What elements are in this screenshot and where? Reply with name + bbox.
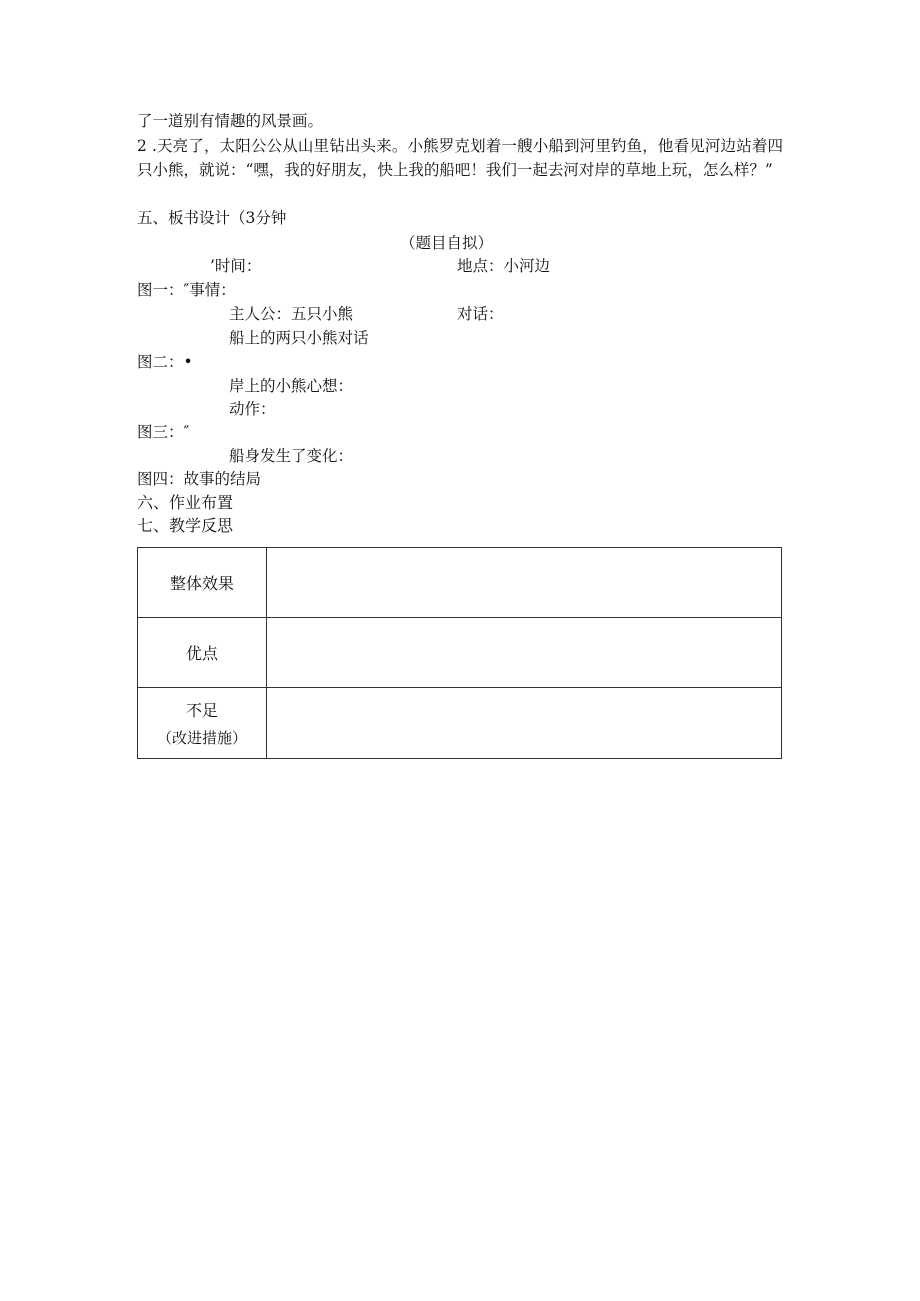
- table-cell-strengths-label: 优点: [138, 618, 267, 688]
- board-figure-1: 图一：″事情：: [137, 281, 236, 299]
- paragraph-2: 2 .天亮了，太阳公公从山里钻出头来。小熊罗克划着一艘小船到河里钓鱼，他看见河边站着四只小熊，就说：“嘿，我的好朋友，快上我的船吧！我们一起去河对岸的草地上玩，怎么样？”: [137, 137, 783, 179]
- board-shore-think: 岸上的小熊心想：: [229, 377, 354, 395]
- board-figure-4: 图四：故事的结局: [137, 470, 262, 488]
- section-5-heading: 五、板书设计（3分钟: [137, 209, 287, 227]
- table-cell-overall-value: [267, 548, 782, 618]
- reflection-table: [137, 547, 782, 759]
- board-place: 地点：小河边: [457, 257, 551, 275]
- table-row: [138, 548, 782, 618]
- board-figure-3: 图三：″: [137, 423, 190, 441]
- board-dialog: 对话：: [457, 305, 504, 323]
- board-title: （题目自拟）: [400, 234, 494, 252]
- table-row: [138, 618, 782, 688]
- shortcomings-label: 不足: [185, 701, 218, 720]
- board-boat-talk: 船上的两只小熊对话: [229, 329, 369, 347]
- board-figure-2: 图二：•: [137, 353, 193, 371]
- section-6-heading: 六、作业布置: [137, 493, 234, 512]
- table-cell-strengths-value: [267, 618, 782, 688]
- table-row: [138, 688, 782, 759]
- board-time: ’时间：: [210, 257, 262, 275]
- board-protagonist: 主人公：五只小熊: [229, 305, 354, 323]
- table-cell-shortcomings-value: [267, 688, 782, 759]
- section-7-heading: 七、教学反思: [137, 516, 234, 535]
- board-action: 动作：: [229, 400, 276, 418]
- improvement-label: （改进措施）: [156, 729, 247, 747]
- table-cell-overall-label: 整体效果: [138, 548, 267, 618]
- board-boat-change: 船身发生了变化：: [229, 447, 354, 465]
- table-cell-shortcomings-label: [138, 688, 267, 759]
- text-line-1: 了一道别有情趣的风景画。: [137, 112, 324, 130]
